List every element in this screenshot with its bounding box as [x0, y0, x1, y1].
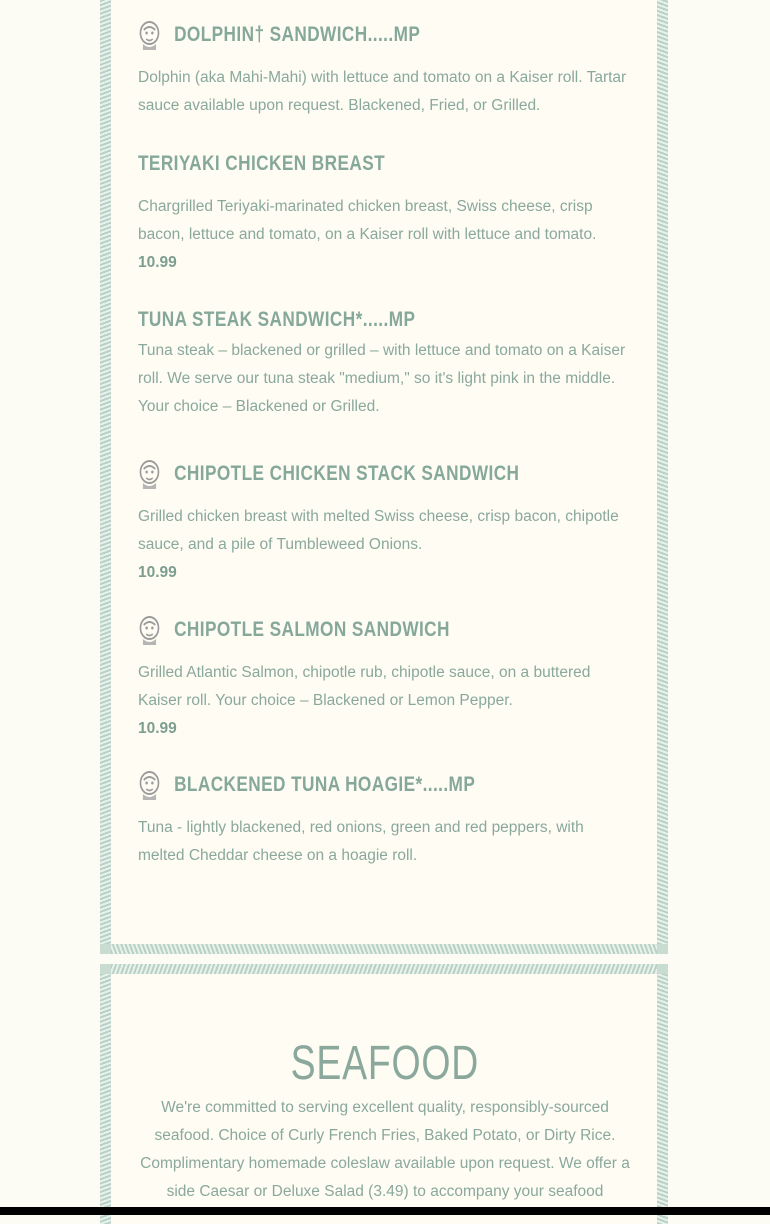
menu-item-name: TUNA STEAK SANDWICH*.....MP [138, 308, 416, 331]
section-title [0, 1036, 770, 1091]
rope-border [111, 944, 657, 954]
menu-item [138, 455, 632, 587]
menu-item-name: DOLPHIN† SANDWICH.....MP [174, 23, 421, 46]
menu-item [138, 16, 632, 120]
menu-item [138, 301, 632, 421]
menu-item-description: Dolphin (aka Mahi-Mahi) with lettuce and tomato on a Kaiser roll. Tartar sauce available upon request. Blackened, Fried, or Grilled. [138, 69, 627, 114]
menu-item-description: Tuna steak – blackened or grilled – with lettuce and tomato on a Kaiser roll. We serve our tuna steak "medium," so it's light pink in the middle. Your choice – Blackened or Grilled. [138, 342, 626, 415]
menu-item-name: CHIPOTLE CHICKEN STACK SANDWICH [174, 462, 520, 485]
menu-item-name: CHIPOTLE SALMON SANDWICH [174, 618, 450, 641]
chef-icon [138, 768, 161, 802]
chef-icon [138, 18, 161, 52]
rope-border [111, 964, 657, 974]
menu-item-name: TERIYAKI CHICKEN BREAST [138, 152, 386, 175]
chef-icon [138, 613, 161, 647]
section-intro: We're committed to serving excellent quality, responsibly-sourced seafood. Choice of Curly French Fries, Baked Potato, or Dirty Rice. Complimentary homemade coleslaw available upon request. We offer a side Caesar or Deluxe Salad (3.49) to accompany your seafood [140, 1099, 630, 1200]
menu-item-price: 10.99 [138, 564, 177, 581]
menu-item-price: 10.99 [138, 254, 177, 271]
menu-item [138, 611, 632, 743]
menu-item-description: Grilled Atlantic Salmon, chipotle rub, chipotle sauce, on a buttered Kaiser roll. Your choice – Blackened or Lemon Pepper. [138, 664, 591, 709]
menu-item [138, 766, 632, 870]
menu-item-description: Grilled chicken breast with melted Swiss cheese, crisp bacon, chipotle sauce, and a pile of Tumbleweed Onions. [138, 508, 619, 553]
section-title-text: SEAFOOD [290, 1037, 480, 1090]
menu-item-name: BLACKENED TUNA HOAGIE*.....MP [174, 773, 476, 796]
menu-item-price: 10.99 [138, 720, 177, 737]
menu-item-description: Chargrilled Teriyaki-marinated chicken breast, Swiss cheese, crisp bacon, lettuce and tomato, on a Kaiser roll with lettuce and tomato. [138, 198, 597, 243]
viewport-bottom-bar [0, 1207, 770, 1215]
chef-icon [138, 457, 161, 491]
menu-item [138, 145, 632, 277]
menu-item-description: Tuna - lightly blackened, red onions, green and red peppers, with melted Cheddar cheese on a hoagie roll. [138, 819, 584, 864]
